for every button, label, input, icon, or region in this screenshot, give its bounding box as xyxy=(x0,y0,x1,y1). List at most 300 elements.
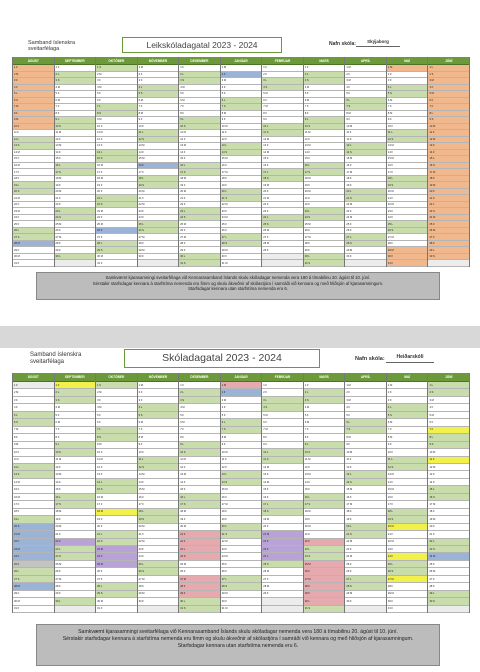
day-cell: 21 L xyxy=(96,195,137,202)
day-cell: 14 F xyxy=(428,479,469,486)
day-cell xyxy=(345,260,386,267)
day-cell: 5 Þ xyxy=(55,412,96,419)
day-cell: 31 F xyxy=(387,606,428,613)
day-cell: 10 F xyxy=(387,124,428,131)
day-cell: 26 Þ xyxy=(55,228,96,235)
day-cell: 17 F xyxy=(138,169,179,176)
day-cell: 27 L xyxy=(345,576,386,583)
day-cell: 30 Þ xyxy=(221,254,262,261)
day-cell: 8 Þ xyxy=(13,111,54,118)
day-cell: 21 Þ xyxy=(387,195,428,202)
day-cell: 25 F xyxy=(221,221,262,228)
day-cell: 22 F xyxy=(304,539,345,546)
day-cell: 14 F xyxy=(304,150,345,157)
day-cell: 21 Þ xyxy=(387,531,428,538)
day-cell: 12 S xyxy=(387,464,428,471)
day-cell: 16 M xyxy=(13,163,54,170)
day-cell: 29 M xyxy=(221,591,262,598)
day-cell: 28 Þ xyxy=(138,583,179,590)
day-cell: 1 M xyxy=(138,65,179,72)
day-cell: 24 Þ xyxy=(96,215,137,222)
month-header: MAÍ xyxy=(387,57,428,65)
day-cell: 25 M xyxy=(179,221,220,228)
day-cell: 18 F xyxy=(221,509,262,516)
day-cell: 16 F xyxy=(138,494,179,501)
day-cell: 5 M xyxy=(262,412,303,419)
day-cell: 12 M xyxy=(262,137,303,144)
day-cell: 27 Þ xyxy=(262,234,303,241)
day-cell: 25 M xyxy=(96,221,137,228)
day-cell: 19 M xyxy=(262,516,303,523)
day-cell: 9 Þ xyxy=(345,117,386,124)
day-cell: 23 M xyxy=(13,208,54,215)
day-cell: 18 F xyxy=(345,509,386,516)
day-cell: 14 Þ xyxy=(387,479,428,486)
day-cell: 3 F xyxy=(13,397,54,404)
day-cell: 3 S xyxy=(55,78,96,85)
day-cell: 22 F xyxy=(55,539,96,546)
day-cell: 10 M xyxy=(428,124,469,131)
day-cell: 12 M xyxy=(428,464,469,471)
day-cell: 23 L xyxy=(179,546,220,553)
day-cell: 9 M xyxy=(13,117,54,124)
day-cell: 5 S xyxy=(138,412,179,419)
day-cell: 19 S xyxy=(387,182,428,189)
notice-line-3: Starfsdagar kennara utan starfstíma nemenda eru 6. xyxy=(177,643,299,649)
day-cell: 20 M xyxy=(304,189,345,196)
month-column xyxy=(262,57,304,267)
day-cell: 7 Þ xyxy=(387,104,428,111)
month-header: OKTÓBER xyxy=(96,373,137,382)
day-cell: 23 Þ xyxy=(221,208,262,215)
day-cell: 3 S xyxy=(179,397,220,404)
month-column xyxy=(304,57,346,267)
day-cell: 21 F xyxy=(179,531,220,538)
day-cell: 4 S xyxy=(262,85,303,92)
day-cell: 17 F xyxy=(138,501,179,508)
day-cell: 16 M xyxy=(96,494,137,501)
day-cell: 1 S xyxy=(96,65,137,72)
day-cell: 26 Þ xyxy=(55,568,96,575)
school-name-value: Skýjaborg xyxy=(356,39,400,47)
day-cell: 15 Þ xyxy=(13,486,54,493)
day-cell: 29 L xyxy=(428,591,469,598)
day-cell: 18 M xyxy=(179,509,220,516)
day-cell: 26 M xyxy=(262,568,303,575)
month-column xyxy=(179,373,221,613)
day-cell: 11 S xyxy=(262,130,303,137)
day-cell: 2 L xyxy=(55,389,96,396)
day-cell: 14 F xyxy=(55,150,96,157)
day-cell: 19 Þ xyxy=(304,516,345,523)
day-cell: 7 S xyxy=(221,104,262,111)
day-cell: 7 F xyxy=(55,104,96,111)
day-cell: 26 F xyxy=(96,228,137,235)
day-cell: 30 F xyxy=(138,254,179,261)
day-cell: 19 M xyxy=(428,516,469,523)
day-cell: 13 F xyxy=(428,143,469,150)
day-cell: 12 Þ xyxy=(55,464,96,471)
day-cell: 25 S xyxy=(262,221,303,228)
org-name: Samband íslenskra sveitarfélaga xyxy=(30,352,82,365)
day-cell: 1 M xyxy=(345,382,386,389)
day-cell: 3 S xyxy=(179,78,220,85)
day-cell: 9 F xyxy=(262,117,303,124)
day-cell: 12 Þ xyxy=(304,464,345,471)
day-cell: 15 L xyxy=(428,486,469,493)
day-cell: 5 L xyxy=(13,91,54,98)
day-cell: 20 F xyxy=(428,524,469,531)
day-cell: 5 L xyxy=(13,412,54,419)
month-column xyxy=(428,373,470,613)
day-cell: 18 M xyxy=(304,176,345,183)
day-cell: 7 F xyxy=(179,427,220,434)
day-cell: 15 M xyxy=(345,156,386,163)
day-cell: 10 S xyxy=(179,124,220,131)
day-cell: 26 S xyxy=(138,568,179,575)
day-cell: 18 F xyxy=(221,176,262,183)
day-cell: 15 M xyxy=(345,486,386,493)
day-cell: 9 S xyxy=(428,442,469,449)
day-cell: 22 M xyxy=(387,202,428,209)
day-cell: 3 Þ xyxy=(96,78,137,85)
month-column xyxy=(55,57,97,267)
day-cell: 28 F xyxy=(179,241,220,248)
day-cell: 4 F xyxy=(13,404,54,411)
day-cell: 10 L xyxy=(262,124,303,131)
day-cell: 27 M xyxy=(55,576,96,583)
day-cell: 9 L xyxy=(304,442,345,449)
day-cell: 30 L xyxy=(179,598,220,605)
day-cell: 13 M xyxy=(179,471,220,478)
day-cell: 25 M xyxy=(179,561,220,568)
day-cell: 31 F xyxy=(13,606,54,613)
day-cell: 20 L xyxy=(221,189,262,196)
day-cell: 20 M xyxy=(387,524,428,531)
day-cell: 17 S xyxy=(179,169,220,176)
day-cell: 28 Þ xyxy=(387,241,428,248)
day-cell: 12 F xyxy=(345,464,386,471)
day-cell xyxy=(345,606,386,613)
day-cell: 23 M xyxy=(96,208,137,215)
day-cell: 19 F xyxy=(345,182,386,189)
notice-line-3: Starfsdagar kennara utan starfstíma nemenda eru 6. xyxy=(188,286,288,292)
day-cell: 4 L xyxy=(387,404,428,411)
month-header: FEBRÚAR xyxy=(262,373,303,382)
day-cell: 25 F xyxy=(345,221,386,228)
day-cell: 19 F xyxy=(345,516,386,523)
day-cell: 8 Þ xyxy=(13,434,54,441)
month-column xyxy=(304,373,346,613)
day-cell: 3 F xyxy=(387,397,428,404)
day-cell: 19 S xyxy=(138,182,179,189)
day-cell: 12 S xyxy=(138,137,179,144)
day-cell: 3 F xyxy=(138,397,179,404)
day-cell: 20 S xyxy=(13,189,54,196)
month-header: JÚNÍ xyxy=(428,373,469,382)
day-cell: 6 S xyxy=(13,98,54,105)
day-cell: 7 F xyxy=(428,427,469,434)
day-cell: 19 Þ xyxy=(55,516,96,523)
day-cell: 7 S xyxy=(345,104,386,111)
day-cell: 24 S xyxy=(304,215,345,222)
day-cell: 4 F xyxy=(13,85,54,92)
day-cell: 28 F xyxy=(304,583,345,590)
day-cell: 7 M xyxy=(262,104,303,111)
day-cell: 16 L xyxy=(304,494,345,501)
day-cell: 5 F xyxy=(221,412,262,419)
day-cell: 11 S xyxy=(262,457,303,464)
day-cell: 30 M xyxy=(96,598,137,605)
day-cell: 12 Þ xyxy=(179,137,220,144)
day-cell: 10 Þ xyxy=(96,449,137,456)
day-cell: 2 F xyxy=(387,389,428,396)
day-cell: 31 M xyxy=(221,606,262,613)
day-cell: 21 L xyxy=(96,531,137,538)
day-cell: 21 Þ xyxy=(138,195,179,202)
day-cell: 4 F xyxy=(221,85,262,92)
day-cell: 22 Þ xyxy=(13,202,54,209)
day-cell: 8 M xyxy=(387,434,428,441)
day-cell: 10 M xyxy=(221,449,262,456)
day-cell: 10 M xyxy=(221,124,262,131)
day-cell: 6 F xyxy=(96,98,137,105)
day-cell: 5 F xyxy=(345,412,386,419)
day-cell: 6 S xyxy=(13,419,54,426)
day-cell: 5 M xyxy=(428,91,469,98)
day-cell: 14 L xyxy=(96,150,137,157)
day-cell: 24 S xyxy=(179,215,220,222)
day-cell: 14 F xyxy=(304,479,345,486)
day-cell: 12 F xyxy=(345,137,386,144)
day-cell: 29 M xyxy=(387,247,428,254)
day-cell: 19 F xyxy=(96,182,137,189)
day-cell: 30 Þ xyxy=(345,254,386,261)
day-cell: 19 S xyxy=(387,516,428,523)
day-cell: 29 F xyxy=(55,591,96,598)
day-cell: 22 F xyxy=(304,202,345,209)
day-cell: 26 F xyxy=(221,228,262,235)
day-cell: 4 Þ xyxy=(428,85,469,92)
day-cell: 7 Þ xyxy=(138,427,179,434)
day-cell: 30 L xyxy=(304,254,345,261)
day-cell: 20 F xyxy=(96,524,137,531)
day-cell: 10 L xyxy=(262,449,303,456)
day-cell: 10 M xyxy=(428,449,469,456)
day-cell: 7 L xyxy=(96,104,137,111)
day-cell: 3 F xyxy=(13,78,54,85)
day-cell: 14 Þ xyxy=(387,150,428,157)
day-cell: 24 F xyxy=(138,215,179,222)
day-cell: 10 M xyxy=(345,449,386,456)
day-cell: 4 M xyxy=(179,404,220,411)
day-cell: 28 S xyxy=(345,241,386,248)
day-cell: 16 F xyxy=(262,494,303,501)
day-cell: 17 M xyxy=(221,169,262,176)
day-cell: 28 S xyxy=(345,583,386,590)
day-cell: 2 F xyxy=(138,72,179,79)
day-cell: 14 Þ xyxy=(138,150,179,157)
month-column xyxy=(345,373,387,613)
day-cell: 8 M xyxy=(345,434,386,441)
day-cell: 24 F xyxy=(13,215,54,222)
school-name-label: Nafn skóla: xyxy=(329,41,356,47)
day-cell: 22 M xyxy=(138,539,179,546)
day-cell: 28 F xyxy=(55,583,96,590)
day-cell: 1 F xyxy=(55,65,96,72)
day-cell: 9 F xyxy=(262,442,303,449)
day-cell: 5 S xyxy=(138,91,179,98)
day-cell: 8 S xyxy=(96,434,137,441)
day-cell: 1 Þ xyxy=(13,382,54,389)
day-cell: 11 Þ xyxy=(428,457,469,464)
day-cell: 5 F xyxy=(345,91,386,98)
month-header: APRÍL xyxy=(345,373,386,382)
day-cell: 19 F xyxy=(221,516,262,523)
notice-line-1: Samkvæmt kjarasamningi sveitarfélaga við Kennarasamband Íslands skulu skóladagar nemenda vera 180 á tímabilinu 20. ágúst til 10. júní. xyxy=(105,275,371,280)
day-cell: 27 M xyxy=(387,576,428,583)
day-cell: 1 M xyxy=(221,382,262,389)
day-cell: 24 S xyxy=(179,553,220,560)
day-cell: 4 M xyxy=(304,404,345,411)
day-cell: 14 S xyxy=(345,150,386,157)
month-column xyxy=(138,57,180,267)
org-name: Samband íslenskra sveitarfélaga xyxy=(28,40,76,52)
day-cell: 27 M xyxy=(304,234,345,241)
day-cell: 19 M xyxy=(428,182,469,189)
day-cell: 26 S xyxy=(387,228,428,235)
day-cell: 19 Þ xyxy=(179,182,220,189)
day-cell: 7 L xyxy=(96,427,137,434)
day-cell: 25 M xyxy=(304,561,345,568)
month-header: ÁGÚST xyxy=(13,57,54,65)
day-cell: 30 M xyxy=(13,598,54,605)
day-cell: 15 F xyxy=(179,156,220,163)
day-cell: 1 M xyxy=(387,382,428,389)
day-cell: 22 F xyxy=(179,202,220,209)
day-cell: 27 F xyxy=(428,234,469,241)
day-cell: 29 F xyxy=(179,591,220,598)
day-cell: 7 S xyxy=(221,427,262,434)
day-cell: 22 M xyxy=(387,539,428,546)
day-cell: 24 S xyxy=(55,215,96,222)
day-cell: 2 F xyxy=(262,72,303,79)
day-cell: 16 F xyxy=(387,494,428,501)
day-cell: 3 M xyxy=(221,397,262,404)
month-column xyxy=(12,57,55,267)
day-cell: 3 S xyxy=(55,397,96,404)
day-cell: 13 M xyxy=(304,143,345,150)
day-cell: 5 Þ xyxy=(179,91,220,98)
calendar-grid xyxy=(12,373,470,613)
day-cell: 9 L xyxy=(304,117,345,124)
day-cell: 16 L xyxy=(55,163,96,170)
day-cell: 28 F xyxy=(179,583,220,590)
day-cell: 31 F xyxy=(387,260,428,267)
day-cell: 15 S xyxy=(96,156,137,163)
day-cell: 17 Þ xyxy=(96,169,137,176)
day-cell: 8 F xyxy=(262,111,303,118)
day-cell xyxy=(262,598,303,605)
month-column xyxy=(55,373,97,613)
day-cell: 15 F xyxy=(262,486,303,493)
day-cell: 19 Þ xyxy=(55,182,96,189)
day-cell: 27 Þ xyxy=(262,576,303,583)
day-cell: 29 M xyxy=(221,247,262,254)
day-cell: 24 M xyxy=(428,553,469,560)
calendar-sheet-preschool xyxy=(0,0,480,326)
day-cell: 18 M xyxy=(55,176,96,183)
day-cell: 28 F xyxy=(428,241,469,248)
day-cell: 30 F xyxy=(387,254,428,261)
day-cell: 3 F xyxy=(387,78,428,85)
day-cell: 13 M xyxy=(55,143,96,150)
day-cell: 18 L xyxy=(387,176,428,183)
notice-line-2: Sérstakir starfsdagar kennara á starfstíma nemenda eru fimm og skulu ákveðnir af skólastjóra í samráði við kennara og með hliðsjón af kjarasamningum. xyxy=(92,280,384,286)
day-cell xyxy=(262,260,303,267)
day-cell: 29 S xyxy=(96,591,137,598)
day-cell: 21 F xyxy=(55,195,96,202)
day-cell: 30 Þ xyxy=(345,598,386,605)
day-cell: 11 L xyxy=(387,130,428,137)
day-cell: 14 S xyxy=(221,150,262,157)
day-cell: 26 Þ xyxy=(304,228,345,235)
day-cell: 2 S xyxy=(428,389,469,396)
day-cell: 11 F xyxy=(221,130,262,137)
day-cell: 10 F xyxy=(387,449,428,456)
day-cell: 20 M xyxy=(179,524,220,531)
day-cell: 9 F xyxy=(387,442,428,449)
day-cell: 22 S xyxy=(96,202,137,209)
day-cell: 10 Þ xyxy=(96,124,137,131)
day-cell: 20 F xyxy=(428,189,469,196)
day-cell: 21 M xyxy=(262,531,303,538)
day-cell: 23 Þ xyxy=(221,546,262,553)
day-cell: 28 F xyxy=(55,241,96,248)
day-cell: 10 F xyxy=(138,124,179,131)
day-cell: 28 L xyxy=(96,241,137,248)
day-cell: 19 L xyxy=(13,182,54,189)
day-cell: 24 F xyxy=(387,553,428,560)
day-cell: 18 Þ xyxy=(428,509,469,516)
day-cell: 3 M xyxy=(428,78,469,85)
day-cell: 9 M xyxy=(96,117,137,124)
day-cell: 12 F xyxy=(221,464,262,471)
day-cell xyxy=(428,606,469,613)
day-cell: 13 M xyxy=(138,471,179,478)
school-name-label: Nafn skóla: xyxy=(355,356,385,362)
day-cell: 24 Þ xyxy=(96,553,137,560)
day-cell: 17 L xyxy=(262,501,303,508)
day-cell: 22 M xyxy=(138,202,179,209)
day-cell: 7 F xyxy=(179,104,220,111)
day-cell: 6 M xyxy=(138,98,179,105)
day-cell: 4 L xyxy=(138,404,179,411)
day-cell: 13 L xyxy=(221,143,262,150)
day-cell: 7 F xyxy=(55,427,96,434)
day-cell: 21 F xyxy=(55,531,96,538)
day-cell: 10 M xyxy=(345,124,386,131)
day-cell: 17 M xyxy=(345,169,386,176)
month-header: JÚNÍ xyxy=(428,57,469,65)
day-cell: 27 S xyxy=(13,234,54,241)
day-cell: 9 F xyxy=(138,442,179,449)
day-cell: 24 M xyxy=(221,553,262,560)
day-cell: 30 M xyxy=(96,254,137,261)
day-cell: 24 F xyxy=(13,553,54,560)
day-cell: 7 F xyxy=(304,104,345,111)
day-cell: 18 M xyxy=(96,176,137,183)
